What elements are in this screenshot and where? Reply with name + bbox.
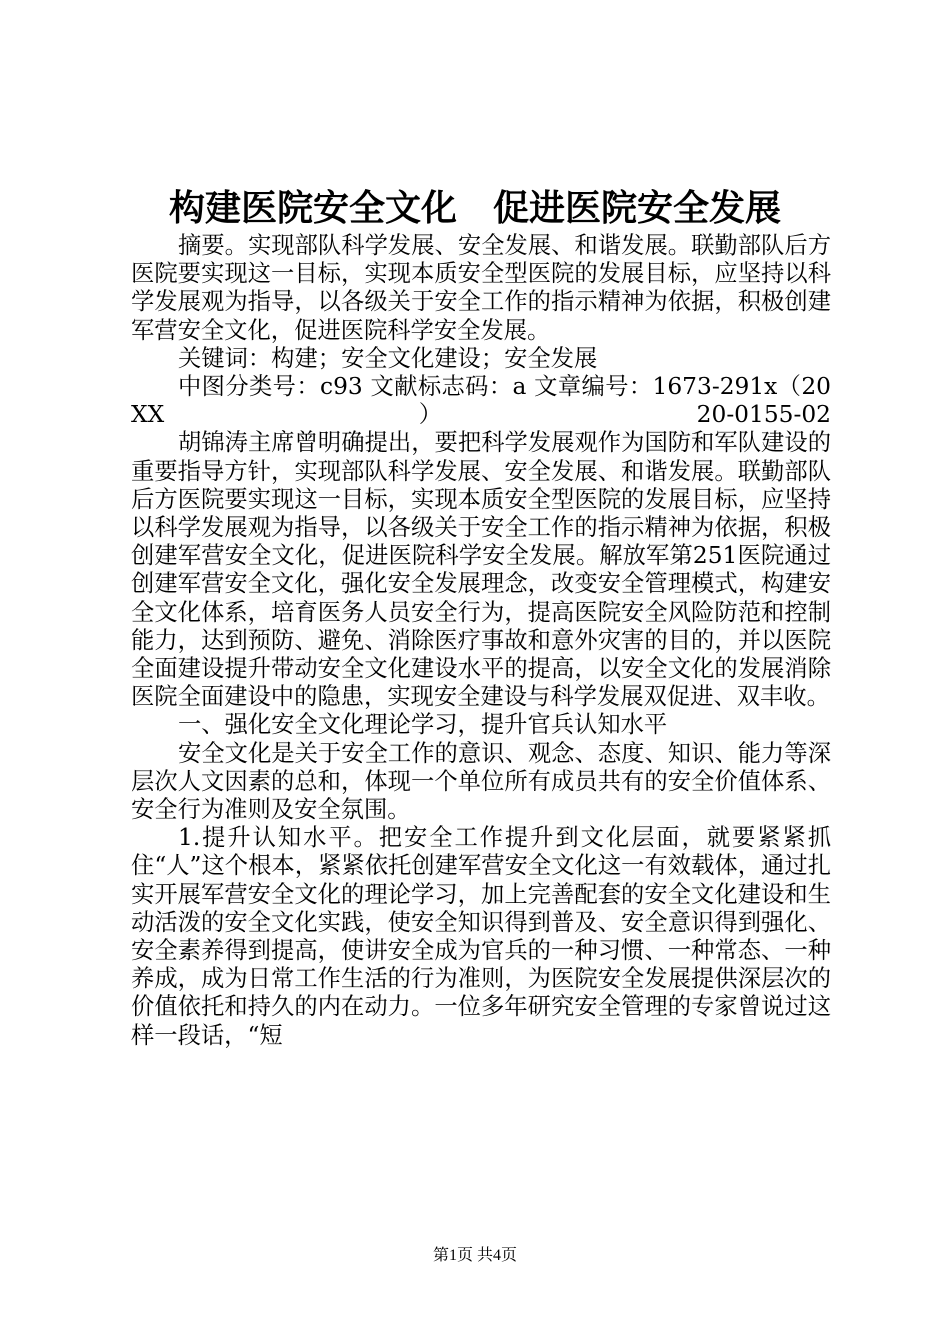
section-paragraph: 安全文化是关于安全工作的意识、观念、态度、知识、能力等深层次人文因素的总和，体现一个单位所有成员共有的安全价值体系、安全行为准则及安全氛围。 [131,739,831,824]
intro-paragraph: 胡锦涛主席曾明确提出，要把科学发展观作为国防和军队建设的重要指导方针，实现部队科学发展、安全发展、和谐发展。联勤部队后方医院要实现这一目标，实现本质安全型医院的发展目标，应坚持以科学发展观为指导，以各级关于安全工作的指示精神为依据，积极创建军营安全文化，促进医院科学安全发展。解放军第251医院通过创建军营安全文化，强化安全发展理念，改变安全管理模式，构建安全文化体系，培育医务人员安全行为，提高医院安全风险防范和控制能力，达到预防、避免、消除医疗事故和意外灾害的目的，并以医院全面建设提升带动安全文化建设水平的提高，以安全文化的发展消除医院全面建设中的隐患，实现安全建设与科学发展双促进、双丰收。 [131,429,831,711]
keywords-paragraph: 关键词：构建；安全文化建设；安全发展 [178,344,598,372]
abstract-paragraph: 摘要。实现部队科学发展、安全发展、和谐发展。联勤部队后方医院要实现这一目标，实现本质安全型医院的发展目标，应坚持以科学发展观为指导，以各级关于安全工作的指示精神为依据，积极创建军营安全文化，促进医院科学安全发展。 [131,232,831,344]
classification-paragraph: 中图分类号：c93 文献标志码：a 文章编号：1673-291x（20XX）20-0155-02 [131,373,831,429]
document-body [131,232,831,1050]
page-number-footer: 第1页 共4页 [432,1247,517,1264]
document-title: 构建医院安全文化 促进医院安全发展 [168,187,781,229]
section-heading: 一、强化安全文化理论学习，提升官兵认知水平 [178,711,668,739]
list-item-paragraph: 1.提升认知水平。把安全工作提升到文化层面，就要紧紧抓住“人”这个根本，紧紧依托创建军营安全文化这一有效载体，通过扎实开展军营安全文化的理论学习，加上完善配套的安全文化建设和生动活泼的安全文化实践，使安全知识得到普及、安全意识得到强化、安全素养得到提高，使讲安全成为官兵的一种习惯、一种常态、一种养成，成为日常工作生活的行为准则，为医院安全发展提供深层次的价值依托和持久的内在动力。一位多年研究安全管理的专家曾说过这样一段话，“短 [131,824,831,1049]
